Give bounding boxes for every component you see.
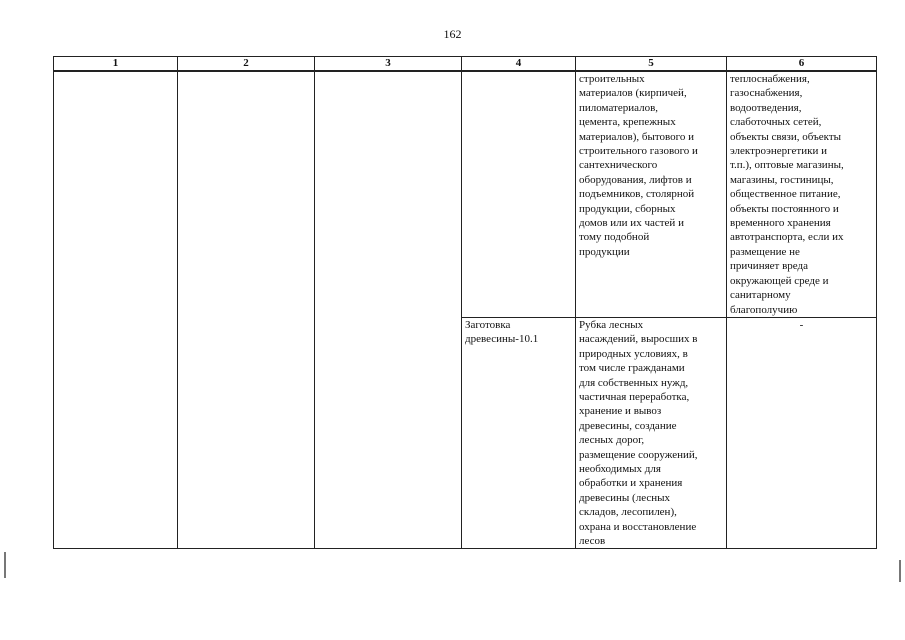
table-cell-col6: теплоснабжения, газоснабжения, водоотведения, слаботочных сетей, объекты связи, объекты электроэнергетики и т.п.), оптовые магазины, магазины, гостиницы, общественное питание, объекты постоянного и временного хранения автотранспорта, если их размещение не причиняет вреда окружающей среде и санитарному благополучию [727,71,877,317]
table-row [54,71,877,317]
table-cell-col5: строительных материалов (кирпичей, пиломатериалов, цемента, крепежных материалов), бытового и строительного газового и сантехнического оборудования, лифтов и подъемников, столярной продукции, сборных домов или их частей и тому подобной продукции [576,71,727,317]
table-cell-col4 [462,71,576,317]
column-header-5: 5 [576,57,727,72]
column-header-4: 4 [462,57,576,72]
column-header-2: 2 [178,57,315,72]
column-header-3: 3 [315,57,462,72]
document-table [53,56,877,549]
table-cell-col6: - [727,317,877,549]
scan-edge-mark-left [4,552,6,578]
column-header-6: 6 [727,57,877,72]
table-header-row [54,57,877,72]
table-cell-col4: Заготовка древесины-10.1 [462,317,576,549]
scan-edge-mark-right [899,560,901,582]
table-cell-col3 [315,71,462,549]
column-header-1: 1 [54,57,178,72]
page-number: 162 [443,27,462,41]
table-cell-col2 [178,71,315,549]
table-cell-col5: Рубка лесных насаждений, выросших в природных условиях, в том числе гражданами для собственных нужд, частичная переработка, хранение и вывоз древесины, создание лесных дорог, размещение сооружений, необходимых для обработки и хранения древесины (лесных складов, лесопилен), охрана и восстановление лесов [576,317,727,549]
table-cell-col1 [54,71,178,549]
